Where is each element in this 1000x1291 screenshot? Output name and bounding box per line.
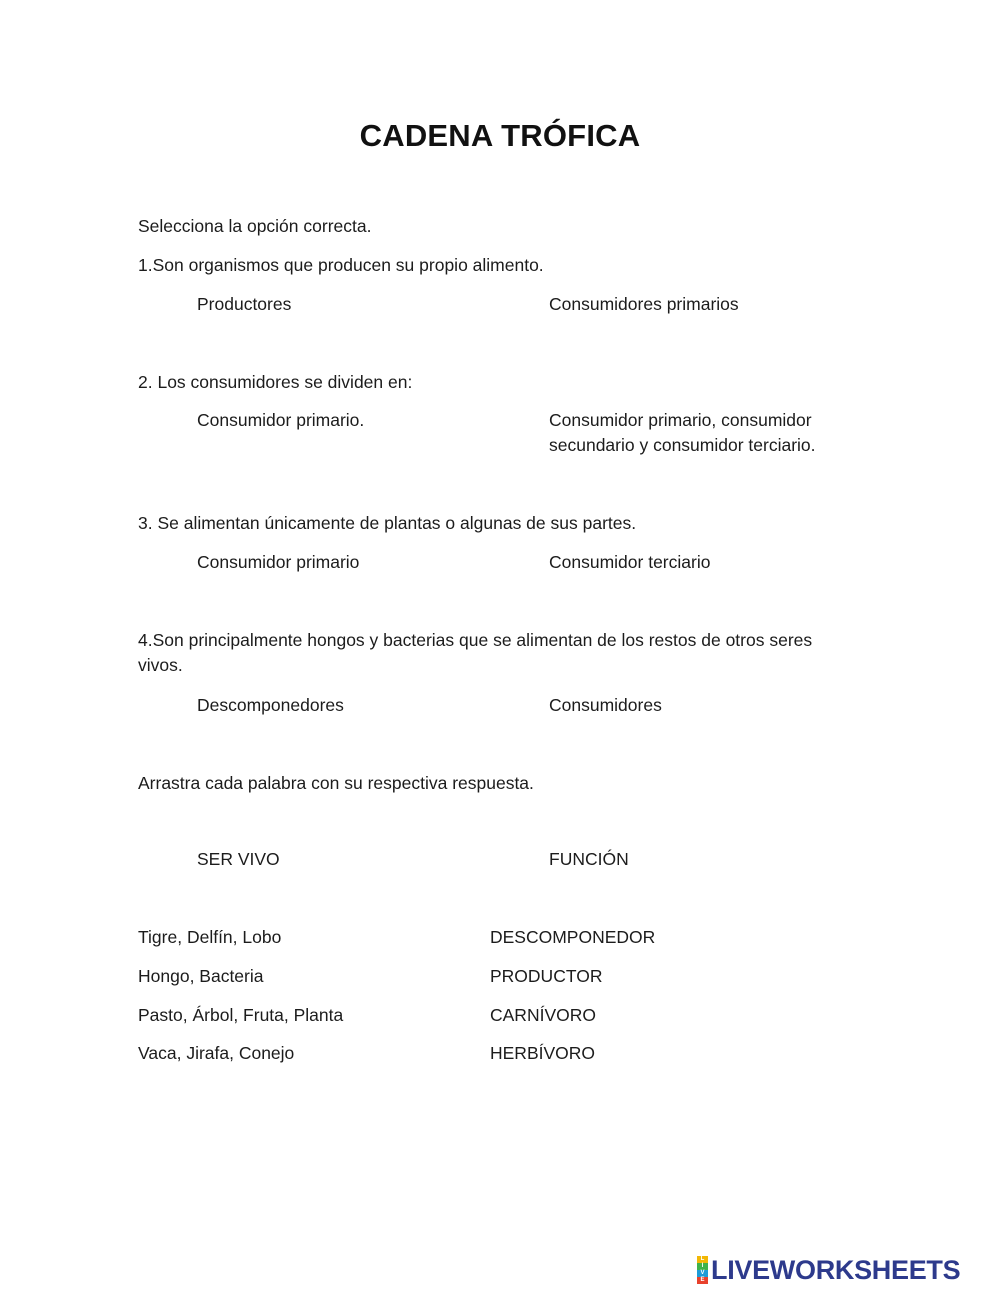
draggable-word[interactable]: HERBÍVORO (490, 1043, 596, 1063)
match-left-item: Pasto, Árbol, Fruta, Planta (138, 1005, 344, 1025)
draggable-word[interactable]: PRODUCTOR (490, 966, 603, 986)
logo-color-blocks (697, 1256, 708, 1284)
q4-option-consumidores[interactable]: Consumidores (549, 695, 662, 715)
logo-text: LIVEWORKSHEETS (711, 1255, 961, 1285)
logo-block: V (697, 1270, 708, 1277)
q1-option-consumidores-primarios[interactable]: Consumidores primarios (549, 294, 739, 314)
question-1: 1.Son organismos que producen su propio alimento. (138, 255, 544, 275)
instruction-drag: Arrastra cada palabra con su respectiva respuesta. (138, 773, 534, 793)
q1-option-productores[interactable]: Productores (197, 294, 292, 314)
q2-option-b-line1: Consumidor primario, consumidor (549, 410, 812, 430)
q3-option-consumidor-primario[interactable]: Consumidor primario (197, 552, 360, 572)
logo-block: E (697, 1277, 708, 1284)
draggable-word[interactable]: DESCOMPONEDOR (490, 927, 656, 947)
q2-option-consumidor-primario[interactable]: Consumidor primario. (197, 410, 365, 430)
q2-option-b-line2: secundario y consumidor terciario. (549, 435, 816, 455)
draggable-word[interactable]: CARNÍVORO (490, 1005, 596, 1025)
question-3: 3. Se alimentan únicamente de plantas o algunas de sus partes. (138, 513, 637, 533)
logo-block: L (697, 1256, 708, 1263)
instruction-select: Selecciona la opción correcta. (138, 216, 372, 236)
q3-option-consumidor-terciario[interactable]: Consumidor terciario (549, 552, 711, 572)
q2-option-all-consumers[interactable] (549, 408, 816, 458)
question-4-line2: vivos. (138, 655, 183, 675)
header-funcion: FUNCIÓN (549, 849, 629, 869)
question-4-line1: 4.Son principalmente hongos y bacterias que se alimentan de los restos de otros seres (138, 630, 813, 650)
liveworksheets-logo (697, 1256, 960, 1284)
q4-option-descomponedores[interactable]: Descomponedores (197, 695, 344, 715)
page-title: CADENA TRÓFICA (359, 118, 641, 153)
question-2: 2. Los consumidores se dividen en: (138, 372, 413, 392)
match-left-item: Hongo, Bacteria (138, 966, 264, 986)
header-ser-vivo: SER VIVO (197, 849, 280, 869)
match-left-item: Vaca, Jirafa, Conejo (138, 1043, 295, 1063)
logo-block: I (697, 1263, 708, 1270)
question-4 (138, 628, 812, 678)
match-left-item: Tigre, Delfín, Lobo (138, 927, 282, 947)
